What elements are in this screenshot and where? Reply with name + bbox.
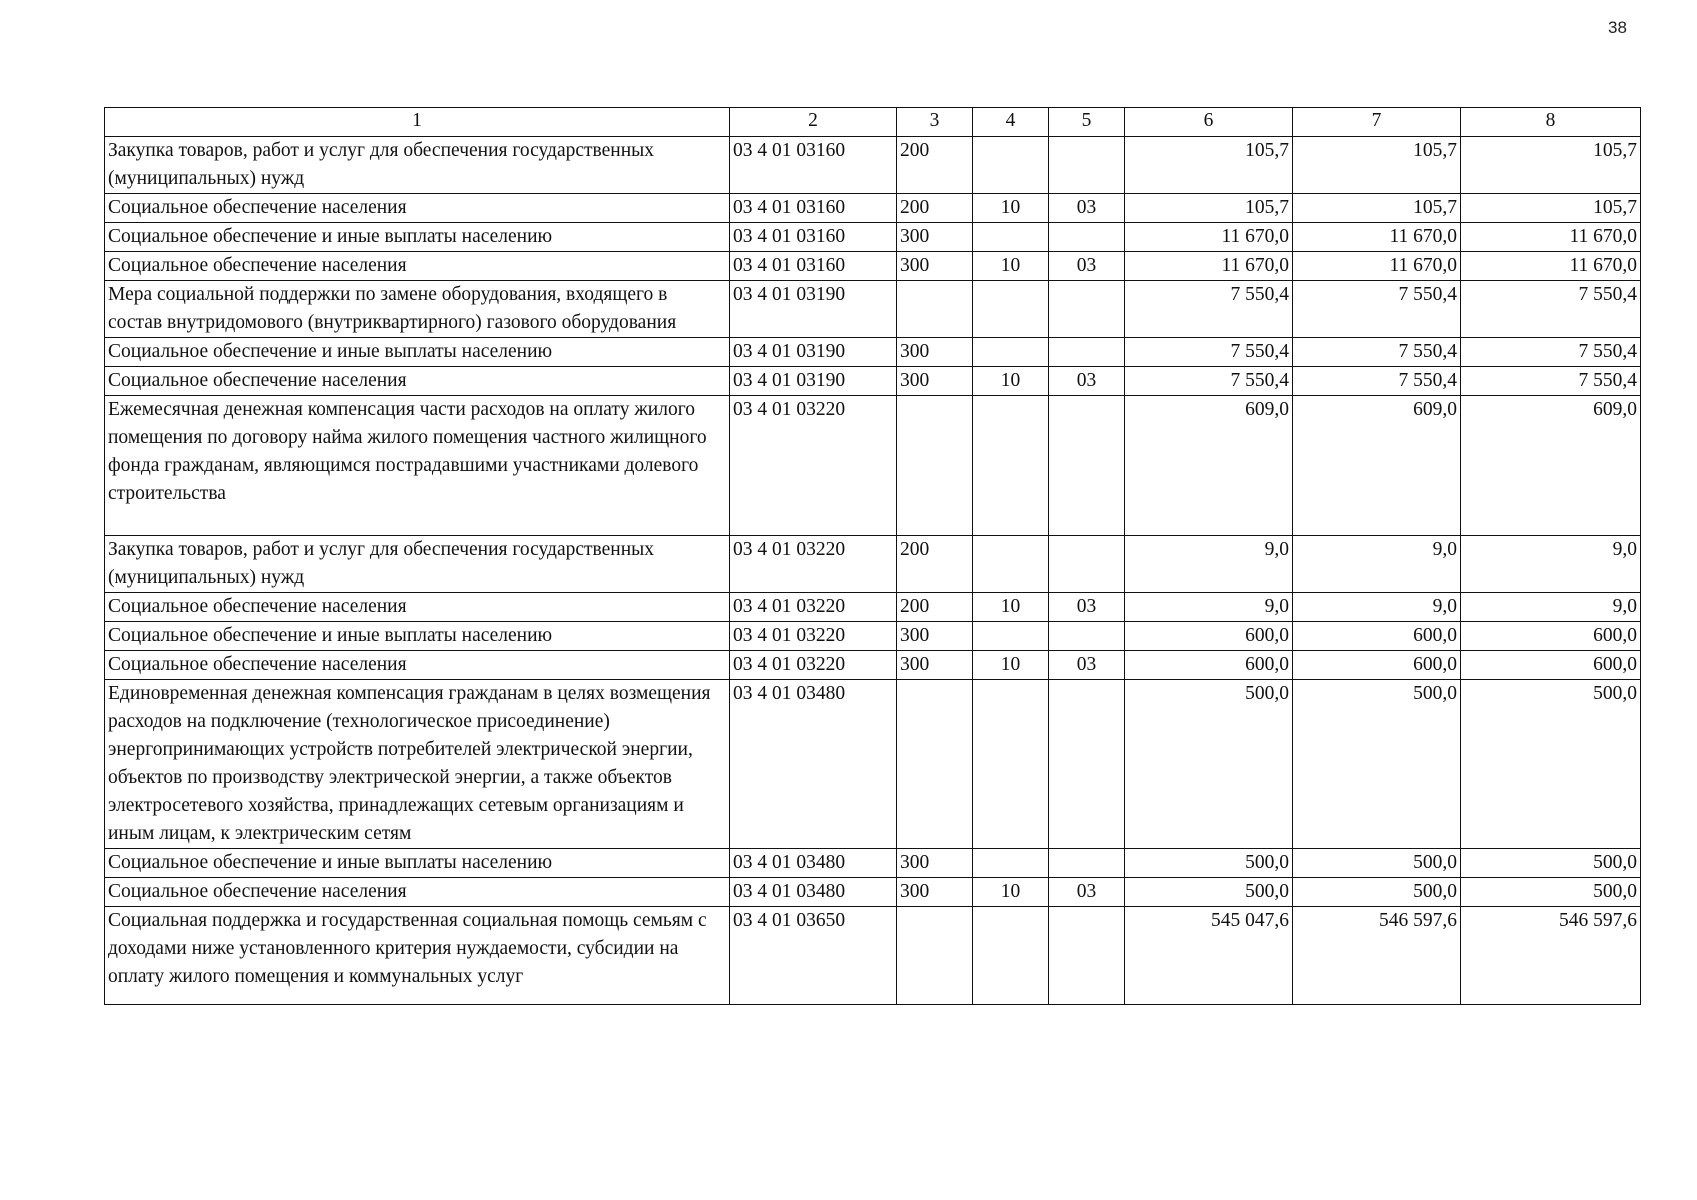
row-rz — [973, 338, 1049, 367]
row-value-3: 600,0 — [1461, 651, 1641, 680]
row-rz — [973, 680, 1049, 849]
row-value-3: 609,0 — [1461, 396, 1641, 536]
row-value-3: 600,0 — [1461, 622, 1641, 651]
row-name: Социальное обеспечение и иные выплаты населению — [105, 622, 730, 651]
column-header: 8 — [1461, 108, 1641, 137]
row-value-3: 11 670,0 — [1461, 223, 1641, 252]
row-value-1: 11 670,0 — [1125, 223, 1293, 252]
row-value-3: 105,7 — [1461, 194, 1641, 223]
row-rz — [973, 137, 1049, 194]
row-name: Социальное обеспечение населения — [105, 878, 730, 907]
table-row — [105, 338, 1641, 367]
table-row — [105, 651, 1641, 680]
row-value-2: 9,0 — [1293, 593, 1461, 622]
row-value-1: 7 550,4 — [1125, 338, 1293, 367]
row-pr — [1049, 223, 1125, 252]
row-rz — [973, 907, 1049, 1005]
row-value-1: 105,7 — [1125, 194, 1293, 223]
row-kvr: 300 — [897, 878, 973, 907]
row-rz — [973, 536, 1049, 593]
row-name: Социальное обеспечение населения — [105, 651, 730, 680]
row-value-2: 7 550,4 — [1293, 281, 1461, 338]
row-code: 03 4 01 03190 — [730, 338, 897, 367]
row-pr — [1049, 680, 1125, 849]
table-row — [105, 223, 1641, 252]
row-value-1: 609,0 — [1125, 396, 1293, 536]
row-rz: 10 — [973, 593, 1049, 622]
row-pr — [1049, 396, 1125, 536]
row-pr: 03 — [1049, 651, 1125, 680]
row-value-3: 11 670,0 — [1461, 252, 1641, 281]
row-kvr — [897, 396, 973, 536]
table-row — [105, 194, 1641, 223]
row-code: 03 4 01 03190 — [730, 367, 897, 396]
row-value-2: 9,0 — [1293, 536, 1461, 593]
row-value-2: 105,7 — [1293, 137, 1461, 194]
page-number: 38 — [1608, 18, 1627, 37]
row-code: 03 4 01 03160 — [730, 252, 897, 281]
row-pr — [1049, 137, 1125, 194]
row-value-2: 500,0 — [1293, 849, 1461, 878]
row-value-1: 9,0 — [1125, 536, 1293, 593]
row-code: 03 4 01 03650 — [730, 907, 897, 1005]
header-row — [105, 108, 1641, 137]
row-kvr — [897, 281, 973, 338]
row-pr: 03 — [1049, 593, 1125, 622]
row-value-3: 500,0 — [1461, 849, 1641, 878]
row-rz — [973, 622, 1049, 651]
table-row — [105, 367, 1641, 396]
row-code: 03 4 01 03190 — [730, 281, 897, 338]
row-kvr: 300 — [897, 651, 973, 680]
column-header: 1 — [105, 108, 730, 137]
row-pr — [1049, 536, 1125, 593]
row-name: Единовременная денежная компенсация гражданам в целях возмещения расходов на подключение (технологическое присоединение) энергопринимающих устройств потребителей электрической энергии, объектов по производству электрической энергии, а также объектов электросетевого хозяйства, принадлежащих сетевым организациям и иным лицам, к электрическим сетям — [105, 680, 730, 849]
row-kvr: 200 — [897, 536, 973, 593]
table-row — [105, 849, 1641, 878]
row-name: Закупка товаров, работ и услуг для обеспечения государственных (муниципальных) нужд — [105, 536, 730, 593]
row-name: Социальное обеспечение населения — [105, 252, 730, 281]
row-value-1: 545 047,6 — [1125, 907, 1293, 1005]
row-pr — [1049, 281, 1125, 338]
row-code: 03 4 01 03220 — [730, 536, 897, 593]
row-value-1: 11 670,0 — [1125, 252, 1293, 281]
row-value-1: 7 550,4 — [1125, 367, 1293, 396]
row-code: 03 4 01 03160 — [730, 194, 897, 223]
table-row — [105, 878, 1641, 907]
row-value-2: 500,0 — [1293, 878, 1461, 907]
row-code: 03 4 01 03480 — [730, 680, 897, 849]
row-value-2: 105,7 — [1293, 194, 1461, 223]
row-value-3: 9,0 — [1461, 593, 1641, 622]
column-header: 7 — [1293, 108, 1461, 137]
row-kvr: 300 — [897, 849, 973, 878]
row-value-1: 105,7 — [1125, 137, 1293, 194]
row-name: Социальное обеспечение и иные выплаты населению — [105, 338, 730, 367]
row-value-1: 500,0 — [1125, 878, 1293, 907]
row-value-1: 7 550,4 — [1125, 281, 1293, 338]
row-name: Социальная поддержка и государственная социальная помощь семьям с доходами ниже установленного критерия нуждаемости, субсидии на оплату жилого помещения и коммунальных услуг — [105, 907, 730, 1005]
row-name: Социальное обеспечение населения — [105, 367, 730, 396]
row-kvr: 300 — [897, 252, 973, 281]
row-value-2: 7 550,4 — [1293, 338, 1461, 367]
table-row — [105, 252, 1641, 281]
row-rz: 10 — [973, 367, 1049, 396]
row-name: Мера социальной поддержки по замене оборудования, входящего в состав внутридомового (внутриквартирного) газового оборудования — [105, 281, 730, 338]
table-row — [105, 907, 1641, 1005]
row-code: 03 4 01 03220 — [730, 396, 897, 536]
row-name: Социальное обеспечение населения — [105, 194, 730, 223]
row-value-3: 9,0 — [1461, 536, 1641, 593]
table-row — [105, 622, 1641, 651]
row-code: 03 4 01 03220 — [730, 593, 897, 622]
row-pr: 03 — [1049, 878, 1125, 907]
row-value-3: 500,0 — [1461, 878, 1641, 907]
row-kvr — [897, 680, 973, 849]
row-pr — [1049, 849, 1125, 878]
row-pr: 03 — [1049, 252, 1125, 281]
row-code: 03 4 01 03220 — [730, 651, 897, 680]
row-value-1: 500,0 — [1125, 680, 1293, 849]
row-name: Социальное обеспечение населения — [105, 593, 730, 622]
row-rz: 10 — [973, 878, 1049, 907]
row-rz — [973, 396, 1049, 536]
row-pr: 03 — [1049, 194, 1125, 223]
row-kvr: 300 — [897, 223, 973, 252]
row-kvr — [897, 907, 973, 1005]
row-kvr: 200 — [897, 194, 973, 223]
row-value-3: 546 597,6 — [1461, 907, 1641, 1005]
table-row — [105, 536, 1641, 593]
row-code: 03 4 01 03160 — [730, 223, 897, 252]
row-kvr: 300 — [897, 367, 973, 396]
row-name: Закупка товаров, работ и услуг для обеспечения государственных (муниципальных) нужд — [105, 137, 730, 194]
row-name: Социальное обеспечение и иные выплаты населению — [105, 223, 730, 252]
row-value-2: 600,0 — [1293, 622, 1461, 651]
table-row — [105, 281, 1641, 338]
column-header: 2 — [730, 108, 897, 137]
row-pr — [1049, 622, 1125, 651]
row-name: Ежемесячная денежная компенсация части расходов на оплату жилого помещения по договору найма жилого помещения частного жилищного фонда гражданам, являющимся пострадавшими участниками долевого строительства — [105, 396, 730, 536]
row-value-2: 546 597,6 — [1293, 907, 1461, 1005]
column-header: 6 — [1125, 108, 1293, 137]
row-rz: 10 — [973, 194, 1049, 223]
row-value-3: 7 550,4 — [1461, 338, 1641, 367]
column-header: 3 — [897, 108, 973, 137]
table-row — [105, 680, 1641, 849]
row-value-2: 11 670,0 — [1293, 252, 1461, 281]
column-header: 5 — [1049, 108, 1125, 137]
row-value-1: 600,0 — [1125, 622, 1293, 651]
row-rz — [973, 281, 1049, 338]
row-pr — [1049, 907, 1125, 1005]
row-code: 03 4 01 03480 — [730, 878, 897, 907]
row-value-2: 609,0 — [1293, 396, 1461, 536]
row-kvr: 300 — [897, 338, 973, 367]
row-code: 03 4 01 03160 — [730, 137, 897, 194]
column-header: 4 — [973, 108, 1049, 137]
row-pr — [1049, 338, 1125, 367]
row-kvr: 200 — [897, 137, 973, 194]
row-rz: 10 — [973, 651, 1049, 680]
row-pr: 03 — [1049, 367, 1125, 396]
row-name: Социальное обеспечение и иные выплаты населению — [105, 849, 730, 878]
row-value-3: 105,7 — [1461, 137, 1641, 194]
row-value-3: 500,0 — [1461, 680, 1641, 849]
row-kvr: 200 — [897, 593, 973, 622]
row-rz: 10 — [973, 252, 1049, 281]
table-row — [105, 593, 1641, 622]
budget-table — [104, 107, 1641, 1005]
row-kvr: 300 — [897, 622, 973, 651]
table-row — [105, 137, 1641, 194]
row-value-2: 500,0 — [1293, 680, 1461, 849]
row-rz — [973, 223, 1049, 252]
row-value-2: 7 550,4 — [1293, 367, 1461, 396]
table-row — [105, 396, 1641, 536]
row-value-1: 500,0 — [1125, 849, 1293, 878]
row-value-3: 7 550,4 — [1461, 367, 1641, 396]
row-rz — [973, 849, 1049, 878]
row-code: 03 4 01 03220 — [730, 622, 897, 651]
row-value-1: 9,0 — [1125, 593, 1293, 622]
row-code: 03 4 01 03480 — [730, 849, 897, 878]
row-value-2: 11 670,0 — [1293, 223, 1461, 252]
row-value-1: 600,0 — [1125, 651, 1293, 680]
row-value-2: 600,0 — [1293, 651, 1461, 680]
row-value-3: 7 550,4 — [1461, 281, 1641, 338]
